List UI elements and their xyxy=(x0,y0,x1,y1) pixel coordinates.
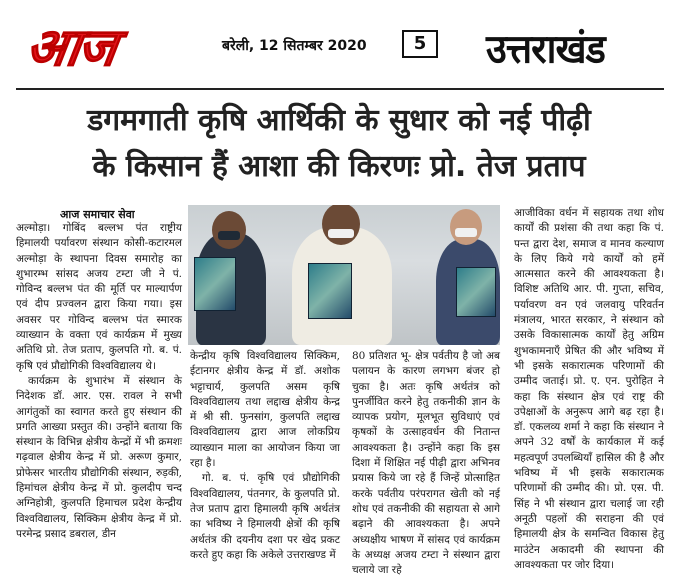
headline-line-2: के किसान हैं आशा की किरणः प्रो. तेज प्रताप xyxy=(92,149,586,184)
section-title: उत्तराखंड xyxy=(486,25,605,73)
top-rule xyxy=(16,88,664,90)
column-1-paragraph-1: अल्मोड़ा। गोबिंद बल्लभ पंत राष्ट्रीय हिमालयी पर्यावरण संस्थान कोसी-कटारमल अल्मोड़ा के स्थापना दिवस समारोह का शुभारम्भ सांसद अजय टम्टा जी ने पं. गोविन्द बल्लभ पंत की मूर्ति पर माल्यार्पण एवं दीप प्रज्वलन द्वारा किया गया। इस अवसर पर गोविन्द बल्लभ पंत स्मारक व्याख्यान के वक्ता एवं कार्यक्रम में मुख्य अतिथि प्रो. तेज प्रताप, कुलपति गो. ब. पं. कृषि एवं प्रौद्योगिकी विश्वविद्यालय थे। xyxy=(16,222,182,372)
column-1-paragraph-2: कार्यक्रम के शुभारंभ में संस्थान के निदेशक डॉ. आर. एस. रावल ने सभी आगंतुकों का स्वागत करते हुए संस्थान की प्रगति आख्या प्रस्तुत की। उन्होंने बताया कि संस्थान के विभिन्न क्षेत्रीय केन्द्रों में भी क्रमशः गढ़वाल क्षेत्रीय केन्द्र में प्रो. अरूण कुमार, प्रोफेसर भारतीय प्रौद्योगिकी संस्थान, रुड़की, हिमांचल क्षेत्रीय केन्द्र में प्रो. कुलदीप चन्द अग्निहोत्री, कुलपति हिमाचल प्रदेश केन्द्रीय विश्वविद्यालय, सिक्किम क्षेत्रीय केन्द्र में प्रो. परमेन्द्र प्रसाद डबराल, डीन xyxy=(16,374,182,540)
headline-line-1: डगमगाती कृषि आर्थिकी के सुधार को नई पीढ़ी xyxy=(87,103,591,138)
news-photo xyxy=(188,205,500,345)
column-1 xyxy=(16,221,182,542)
headline xyxy=(14,98,664,190)
column-4-paragraph: आजीविका वर्धन में सहायक तथा शोध कार्यों की प्रशंसा की तथा कहा कि पं. पन्त द्वारा देश, समाज व मानव कल्याण के लिए किये गये कार्यों को हमें आत्मसात करने की आवश्यकता है। विशिष्ट अतिथि आर. पी. गुप्ता, सचिव, पर्यावरण वन एवं जलवायु परिवर्तन मंत्रालय, भारत सरकार, ने संस्थान को उसके विकासात्मक कार्यों हेतु अग्रिम शुभकामनाएँ प्रेषित की और भविष्य में भी इसके सकारात्मक परिणामों की उम्मीद जताई। प्रो. ए. एन. पुरोहित ने कहा कि संस्थान क्षेत्र एवं राष्ट्र की उपेक्षाओं के अनुरूप आगे बढ़ रहा है। डॉ. एकलव्य शर्मा ने कहा कि संस्थान ने अपने 32 वर्षों के कार्यकाल में कई महत्वपूर्ण उपलब्धियाँ हासिल की है और भविष्य में भी इसके सकारात्मक परिणामों की उम्मीद की। प्रो. एस. पी. सिंह ने भी संस्थान द्वारा चलाई जा रही अनूठी पहलों की सराहना की एवं हिमालयी क्षेत्र के समन्वित विकास हेतु माउंटेन अकादमी की स्थापना की आवश्यकता पर जोर दिया। xyxy=(514,207,664,571)
photo-book-left xyxy=(194,257,236,311)
photo-mask-right xyxy=(455,228,477,237)
column-3-paragraph: 80 प्रतिशत भू- क्षेत्र पर्वतीय है जो अब पलायन के कारण लगभग बंजर हो चुका है। अतः कृषि अर्थतंत्र को पुनर्जीवित करने हेतु तकनीकी ज्ञान के व्यापक प्रयोग, मूलभूत सुविधाएं एवं कृषकों के उत्साहवर्धन की नितान्त आवश्यकता है। उन्होंने कहा कि इस दिशा में शिक्षित नई पीढ़ी द्वारा अभिनव प्रयास किये जा रहे हैं जिन्हें प्रोत्साहित करके पर्वतीय परंपरागत खेती को नई शोध एवं तकनीकी की सहायता से आगे बढ़ाने की आवश्यकता है। अपने अध्यक्षीय भाषण में सांसद एवं कार्यक्रम के अध्यक्ष अजय टम्टा ने संस्थान द्वारा चलाये जा रहे xyxy=(352,350,500,577)
photo-book-right xyxy=(456,267,496,317)
column-2-paragraph-2: गो. ब. पं. कृषि एवं प्रौद्योगिकी विश्वविद्यालय, पंतनगर, के कुलपति प्रो. तेज प्रताप द्वारा हिमालयी कृषि अर्थतंत्र का भविष्य ने हिमालयी क्षेत्रों की कृषि अर्थतंत्र की दयनीय दशा पर खेद प्रकट करते हुए कहा कि अकेले उत्तराखण्ड में xyxy=(190,472,340,561)
dateline: बरेली, 12 सितम्बर 2020 xyxy=(222,38,367,54)
masthead xyxy=(0,0,676,90)
byline: आज समाचार सेवा xyxy=(60,208,135,221)
column-4 xyxy=(514,206,664,573)
photo-head-left xyxy=(212,211,246,249)
newspaper-logo: आज xyxy=(22,18,119,78)
page-number: 5 xyxy=(402,30,438,58)
photo-head-center xyxy=(322,205,360,245)
column-3 xyxy=(352,349,500,578)
photo-head-right xyxy=(450,209,482,245)
photo-book-center xyxy=(308,263,352,319)
photo-mask-center xyxy=(328,229,354,238)
photo-mask-left xyxy=(218,231,240,240)
column-2-paragraph-1: केन्द्रीय कृषि विश्वविद्यालय सिक्किम, ईटानगर क्षेत्रीय केन्द्र में डॉ. अशोक भट्टाचार्य, कुलपति असम कृषि विश्वविद्यालय तथा लद्दाख क्षेत्रीय केन्द्र में श्री सी. फुनसांग, कुलपति लद्दाख विश्वविद्यालय द्वारा आज लोकप्रिय व्याख्यान माला का आयोजन किया जा रहा है। xyxy=(190,350,340,470)
column-2 xyxy=(190,349,340,563)
